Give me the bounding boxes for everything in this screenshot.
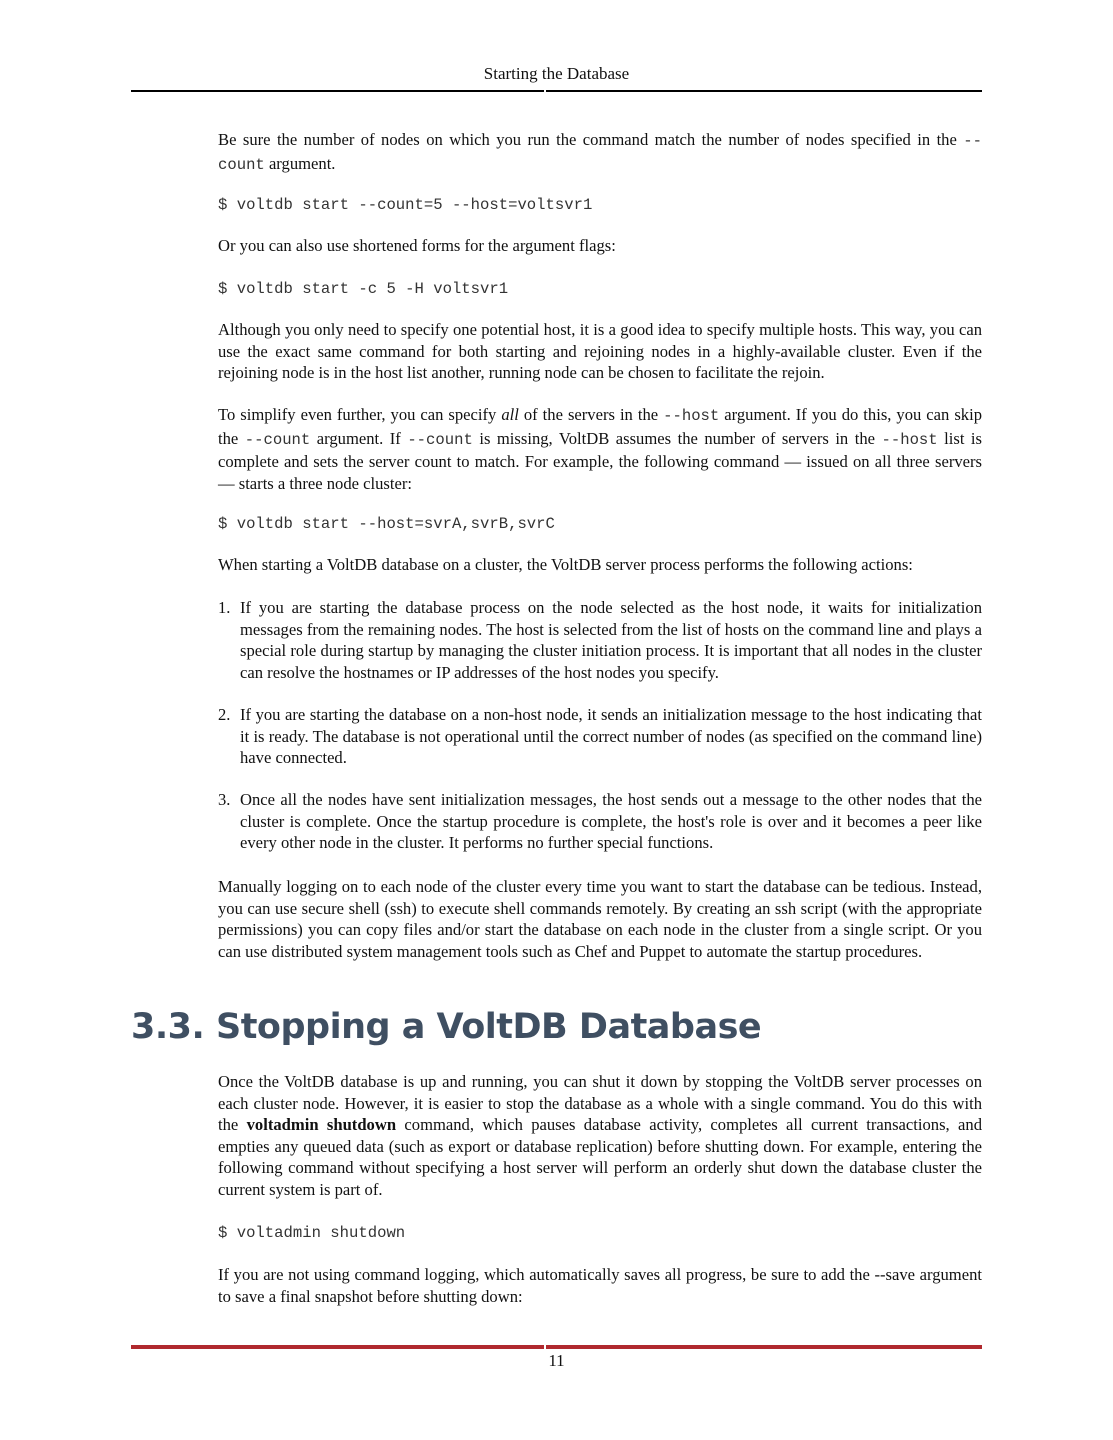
code-start-short-flags: $ voltdb start -c 5 -H voltsvr1 [218,280,509,298]
list-number: 1. [218,598,231,617]
code-voltadmin-shutdown: $ voltadmin shutdown [218,1224,406,1242]
inline-code-count: --count [244,430,311,449]
inline-code-host: --host [881,430,938,449]
inline-code-host: --host [663,407,720,425]
paragraph-shortened-forms: Or you can also use shortened forms for the argument flags: [218,236,616,255]
header-rule [131,90,982,92]
footer-rule [131,1345,982,1349]
paragraph-shutdown: Once the VoltDB database is up and running, you can shut it down by stopping the VoltDB server processes on each cluster node. However, it is easier to stop the database as a whole with a single command. You do this with the voltadmin shutdown command, which pauses database activity, completes all current transactions, and empties any queued data (such as export or database replication) before shutting down. For example, entering the following command without specifying a host server will perform an orderly shut down the database cluster the current system is part of. [218,1072,983,1199]
paragraph-simplify: To simplify even further, you can specify all of the servers in the --host argument. If you do this, you can skip the --count argument. If --count is missing, VoltDB assumes the number of servers in the --host list is complete and sets the server count to match. For example, the following command — issued on all three servers — starts a three node cluster: [218,405,982,493]
list-text: If you are starting the database on a non-host node, it sends an initialization message to the host indicating that it is ready. The database is not operational until the correct number of nodes (as specified on the command line) have connected. [240,705,982,768]
running-header: Starting the Database [483,64,630,83]
inline-code-count: --count [407,430,473,449]
command-name: voltadmin shutdown [246,1115,397,1135]
section-heading: 3.3. Stopping a VoltDB Database [131,1007,762,1047]
list-number: 3. [218,790,231,809]
list-number: 2. [218,705,231,724]
code-start-count-host: $ voltdb start --count=5 --host=voltsvr1 [218,196,593,214]
paragraph-node-count: Be sure the number of nodes on which you run the command match the number of nodes specified in the --count argument. [218,130,982,174]
paragraph-save-snapshot: If you are not using command logging, which automatically saves all progress, be sure to add the --save argument to save a final snapshot before shutting down: [218,1265,982,1306]
inline-code-count: --count [218,132,982,174]
paragraph-cluster-actions: When starting a VoltDB database on a cluster, the VoltDB server process performs the following actions: [218,555,913,574]
paragraph-multiple-hosts: Although you only need to specify one potential host, it is a good idea to specify multiple hosts. This way, you can use the exact same command for both starting and rejoining nodes in a highly-available cluster. Even if the rejoining node is in the host list another, running node can be chosen to facilitate the rejoin. [218,320,982,383]
list-text: If you are starting the database process on the node selected as the host node, it waits for initialization messages from the remaining nodes. The host is selected from the list of hosts on the command line and plays a special role during startup by managing the cluster initiation process. It is important that all nodes in the cluster can resolve the hostnames or IP addresses of the host nodes you specify. [240,598,982,682]
paragraph-ssh-automation: Manually logging on to each node of the cluster every time you want to start the database can be tedious. Instead, you can use secure shell (ssh) to execute shell commands remotely. By creating an ssh script (with the appropriate permissions) you can copy files and/or start the database on each node in the cluster from a single script. Or you can use distributed system management tools such as Chef and Puppet to automate the startup procedures. [218,877,982,961]
list-text: Once all the nodes have sent initialization messages, the host sends out a message to the other nodes that the cluster is complete. Once the startup procedure is complete, the host's role is over and it becomes a peer like every other node in the cluster. It performs no further special functions. [240,790,982,853]
code-start-three-hosts: $ voltdb start --host=svrA,svrB,svrC [218,515,555,533]
page-number: 11 [548,1351,565,1370]
